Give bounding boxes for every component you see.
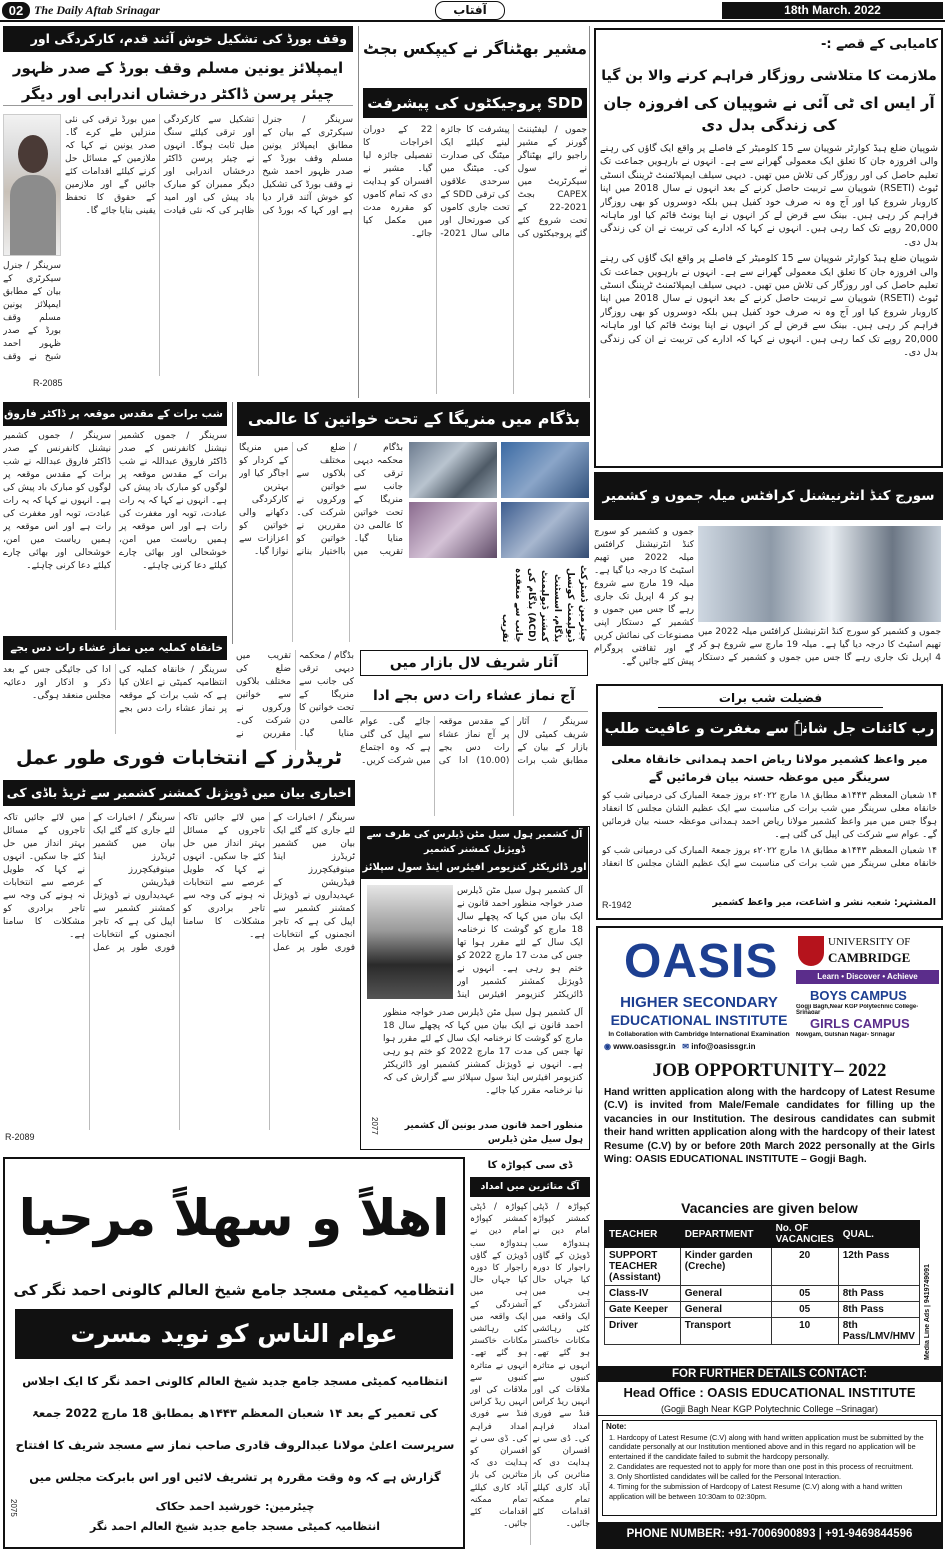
article-dc-text: کپواڑہ / ڈپٹی کمشنر کپواڑہ امام دین نے ہندواڑہ سب ڈویژن کے گاؤں راجوار کا دورہ کیا جہاں حال ہی میں آتشزدگی کے ایک واقعہ میں کئی رہائشی مکانات خاکستر ہو گئے تھے۔ انہوں نے متاثرہ کنبوں سے ملاقات کی اور انہیں ریڈ کراس فنڈ سے فوری امداد فراہم کی۔ ڈی سی نے افسران کو ہدایت دی کہ متاثرین کی باز آباد کاری کیلئے تمام ممکنہ اقدامات کئے جائیں۔ xyxy=(532,1202,590,1530)
col-teacher: TEACHER xyxy=(605,1221,681,1248)
table-cell: 05 xyxy=(771,1302,838,1318)
table-cell: 05 xyxy=(771,1286,838,1302)
portrait-body xyxy=(10,175,56,255)
ad-welcome-committee: انتظامیہ کمیٹی مسجد جامع شیخ العالم کالونی احمد نگر کی xyxy=(13,1281,455,1299)
ad-welcome-ref: 2075 xyxy=(9,1499,18,1517)
article-shab-barat-signature: المشتہر: شعبہ نشر و اشاعت، میر واعظ کشمیر xyxy=(712,897,936,908)
article-womens-day-body xyxy=(239,442,403,642)
ad-welcome-line-1: انتظامیہ کمیٹی مسجد جامع جدید شیخ العالم کالونی احمد نگر کا ایک اجلاس xyxy=(22,1374,448,1388)
article-womens-day xyxy=(232,402,590,644)
note-item: 4. Timing for the submission of Hardcopy of Latest Resume (C.V) along with a hand written application will be between 10:30am to 02:30pm. xyxy=(609,1482,903,1501)
article-waqf-ref: R-2085 xyxy=(33,378,63,388)
article-dc-headline-1: ڈی سی کپواڑہ کا xyxy=(487,1160,573,1171)
article-shab-barat-body xyxy=(602,790,937,890)
article-success-text-2: شوپیان ضلع ہیڈ کوارٹر شوپیان سے 15 کلومیٹر کے فاصلے پر واقع ایک گاؤں کی رہنے والی افروزہ جان کا تعلق ایک معمولی گھرانے سے ہے۔ انہوں نے بارہویں جماعت تک تعلیم حاصل کی اور روزگار کی تلاش میں تھیں۔ دیہی سیلف ایمپلائمنٹ ٹریننگ انسٹی ٹیوٹ (RSETI) شوپیان سے تربیت حاصل کرنے کے بعد انہوں نے سال 2018 میں اپنا کاروبار شروع کیا اور آج وہ نہ صرف خود کفیل ہیں بلکہ دوسروں کو بھی روزگار فراہم کر رہی ہیں۔ بینک سے قرض لے کر انہوں نے اپنا یونٹ قائم کیا اور ماہانہ 20,000 روپے تک کما رہی ہیں۔ انہوں نے کہا کہ ادارے کی تربیت نے ان کی زندگی بدل دی۔ xyxy=(600,253,938,359)
ad-oasis-job xyxy=(596,926,943,1549)
ad-welcome xyxy=(3,1157,465,1549)
table-cell: General xyxy=(680,1302,771,1318)
article-cultural-body xyxy=(594,526,694,674)
portrait-figure xyxy=(18,135,48,173)
article-shab-message-body xyxy=(3,430,227,630)
ad-welcome-signature-1: چیئرمین: خورشید احمد حکاک xyxy=(155,1500,315,1513)
cambridge-name-1: UNIVERSITY OF xyxy=(828,936,911,948)
article-success-kicker: کامیابی کے قصے :- xyxy=(821,37,938,52)
article-waqf xyxy=(3,26,353,398)
table-row xyxy=(605,1302,920,1318)
note-item: 2. Candidates are requested not to apply for more than one post in this process of recruitment. xyxy=(609,1461,914,1471)
table-cell: SUPPORT TEACHER (Assistant) xyxy=(605,1248,681,1286)
girls-campus-address: Nowgam, Gulshan Nagar- Srinagar xyxy=(796,1032,896,1038)
article-traders-text: سرینگر / اخبارات کے لئے جاری کئے گئے ایک بیان میں کشمیر ٹریڈرز اینڈ مینوفیکچررز فیڈریشن کے عہدیداروں نے ڈویژنل کمشنر کشمیر سے اپیل کی ہے کہ تاجر انجمنوں کے انتخابات فوری طور پر عمل میں لائے جائیں تاکہ تاجروں کے مسائل بہتر انداز میں حل کئے جا سکیں۔ انہوں نے کہا کہ طویل عرصے سے انتخابات نہ ہونے کی وجہ سے تاجر برادری کو مشکلات کا سامنا ہے۔ xyxy=(183,813,355,953)
boys-campus-label: BOYS CAMPUS xyxy=(810,988,907,1003)
article-success-body xyxy=(600,142,938,464)
article-shab-message-headline: شب برات کے مقدس موقعہ پر ڈاکٹر فاروق xyxy=(3,402,227,426)
cambridge-motto: Learn • Discover • Achieve xyxy=(796,970,939,984)
womens-day-photo-2 xyxy=(501,442,589,498)
article-khanqah xyxy=(3,636,227,736)
article-dc-headline-2: آگ متاثرین میں امداد xyxy=(470,1177,590,1197)
article-success-text: شوپیان ضلع ہیڈ کوارٹر شوپیان سے 15 کلومیٹر کے فاصلے پر واقع ایک گاؤں کی رہنے والی افروزہ جان کا تعلق ایک معمولی گھرانے سے ہے۔ انہوں نے بارہویں جماعت تک تعلیم حاصل کی اور روزگار کی تلاش میں تھیں۔ دیہی سیلف ایمپلائمنٹ ٹریننگ انسٹی ٹیوٹ (RSETI) شوپیان سے تربیت حاصل کرنے کے بعد انہوں نے سال 2018 میں اپنا کاروبار شروع کیا اور آج وہ نہ صرف خود کفیل ہیں بلکہ دوسروں کو بھی روزگار فراہم کر رہی ہیں۔ بینک سے قرض لے کر انہوں نے اپنا یونٹ قائم کیا اور ماہانہ 20,000 روپے تک کما رہی ہیں۔ انہوں نے کہا کہ ادارے کی تربیت نے ان کی زندگی بدل دی۔ xyxy=(600,143,938,248)
article-dc-text-2: کپواڑہ / ڈپٹی کمشنر کپواڑہ امام دین نے ہندواڑہ سب ڈویژن کے گاؤں راجوار کا دورہ کیا جہاں حال ہی میں آتشزدگی کے ایک واقعہ میں کئی رہائشی مکانات خاکستر ہو گئے تھے۔ انہوں نے متاثرہ کنبوں سے ملاقات کی اور انہیں ریڈ کراس فنڈ سے فوری امداد فراہم کی۔ ڈی سی نے افسران کو ہدایت دی کہ متاثرین کی باز آباد کاری کیلئے تمام ممکنہ اقدامات کئے جائیں۔ xyxy=(470,1202,528,1530)
article-asar-headline-2: آج نماز عشاء رات دس بجے ادا xyxy=(360,680,588,712)
table-cell: Driver xyxy=(605,1318,681,1345)
article-khanqah-headline: خانقاہ کملیہ میں نماز عشاء رات دس بجے xyxy=(3,636,227,660)
ad-welcome-line-2: کی تعمیر کے بعد ۱۴ شعبان المعظم ۱۴۴۳ھ بمطابق 18 مارچ 2022 جمعۃ xyxy=(32,1406,438,1420)
cambridge-crest-icon xyxy=(798,936,824,966)
oasis-website: www.oasissgr.in xyxy=(613,1042,676,1051)
cambridge-block xyxy=(796,934,939,1050)
article-waqf-subhead-1: ایمپلائز یونین مسلم وقف بورڈ کے صدر ظہور xyxy=(12,59,344,77)
article-shab-message xyxy=(3,402,227,632)
mutton-president-photo xyxy=(367,885,453,999)
note-item: 1. Hardcopy of Latest Resume (C.V) along with hand written application must be submitted by the candidate personally at our Institution mentioned above and in this regard no application will be entertained if the candidate failed to submit the hardcopy personally. xyxy=(609,1433,924,1461)
article-shab-barat-headline: رب کائنات جل شانہٗ سے مغفرت و عافیت طلب xyxy=(602,712,937,746)
article-capex-headline-2: SDD پروجیکٹوں کی پیشرفت xyxy=(363,88,587,118)
article-waqf-body-left xyxy=(3,260,61,376)
article-capex xyxy=(358,26,590,398)
table-cell: 8th Pass xyxy=(838,1286,919,1302)
article-success-headline-1: ملازمت کا متلاشی روزگار فراہم کرنے والا بن گیا xyxy=(601,68,937,84)
vacancies-title: Vacancies are given below xyxy=(681,1200,858,1216)
notes-label: Note: xyxy=(606,1422,627,1431)
article-capex-text: جموں / لیفٹیننٹ گورنر کے مشیر راجیو رائے بھٹناگر نے سول سیکرٹریٹ میں CAPEX بجٹ 2021-22 کے تحت شروع کئے گئے پروجیکٹوں کی پیشرفت کا جائزہ لینے کیلئے ایک میٹنگ کی صدارت کی۔ میٹنگ میں سرحدی علاقوں کی ترقی SDD کے تحت جاری کاموں کی صورتحال اور مالی سال 2021-22 کے دوران اخراجات کا تفصیلی جائزہ لیا گیا۔ مشیر نے افسران کو ہدایت دی کہ تمام کاموں کو مقررہ مدت میں مکمل کیا جائے۔ xyxy=(363,125,587,239)
head-office-address: (Gogji Bagh Near KGP Polytechnic College –Srinagar) xyxy=(598,1402,941,1416)
phone-number: PHONE NUMBER: +91-7006900893 | +91-9469844596 xyxy=(598,1522,941,1547)
waqf-chairperson-photo xyxy=(3,114,61,256)
table-cell: 8th Pass xyxy=(838,1302,919,1318)
notes-list xyxy=(609,1433,934,1515)
article-traders xyxy=(3,740,355,1150)
ad-welcome-signature-2: انتظامیہ کمیٹی مسجد جامع جدید شیخ العالم احمد نگر xyxy=(90,1520,380,1533)
issue-date: 18th March. 2022 xyxy=(722,2,943,19)
table-cell: Gate Keeper xyxy=(605,1302,681,1318)
article-capex-body xyxy=(363,124,587,394)
col-vacancies: No. OF VACANCIES xyxy=(771,1221,838,1248)
table-cell: Transport xyxy=(680,1318,771,1345)
article-womens-day-text: بڈگام / محکمہ دیہی ترقی کی جانب سے منریگا کے تحت خواتین کا عالمی دن منایا گیا۔ تقریب میں ضلع کی مختلف بلاکوں سے خواتین ورکروں نے شرکت کی۔ مقررین نے خواتین کو بااختیار بنانے میں منریگا کے کردار کو اجاگر کیا اور بہترین کارکردگی دکھانے والی خواتین کو اعزازات سے نوازا گیا۔ xyxy=(239,443,403,557)
col-qualification: QUAL. xyxy=(838,1221,919,1248)
article-capex-headline-1: مشیر بھٹناگر نے کیپکس بجٹ xyxy=(363,39,587,58)
article-womens-day-text-cont: بڈگام / محکمہ دیہی ترقی کی جانب سے منریگا کے تحت خواتین کا عالمی دن منایا گیا۔ تقریب میں ضلع کی مختلف بلاکوں سے خواتین ورکروں نے شرکت کی۔ مقررین نے xyxy=(236,651,354,739)
article-shab-barat-text-2: ۱۴ شعبان المعظم ۱۴۴۳ھ مطابق ۱۸ مارچ ۲۰۲۲ء بروز جمعۃ المبارک کی درمیانی شب کو خانقاہ معلی سرینگر میں شب برات کی مناسبت سے ایک عظیم الشان مجلس کا انعقاد xyxy=(602,846,937,869)
article-traders-text-2: سرینگر / اخبارات کے لئے جاری کئے گئے ایک بیان میں کشمیر ٹریڈرز اینڈ مینوفیکچررز فیڈریشن کے عہدیداروں نے ڈویژنل کمشنر کشمیر سے اپیل کی ہے کہ تاجر انجمنوں کے انتخابات فوری طور پر عمل میں لائے جائیں تاکہ تاجروں کے مسائل بہتر انداز میں حل کئے جا سکیں۔ انہوں نے کہا کہ طویل عرصے سے انتخابات نہ ہونے کی وجہ سے تاجر برادری کو مشکلات کا سامنا ہے۔ xyxy=(3,813,175,953)
article-shab-barat-sub: میر واعظ کشمیر مولانا ریاض احمد ہمدانی خانقاہ معلی سرینگر میں موعظہ حسنہ بیان فرمائیں گے xyxy=(611,752,928,784)
womens-day-photo-4 xyxy=(501,502,589,558)
mail-icon: ✉ xyxy=(682,1042,689,1051)
table-row xyxy=(605,1318,920,1345)
article-asar-body xyxy=(360,716,588,816)
table-row xyxy=(605,1286,920,1302)
article-cultural-text: جموں و کشمیر کو سورج کنڈ انٹرنیشنل کرافٹس میلہ 2022 میں تھیم اسٹیٹ کا درجہ دیا گیا ہے۔ میلہ 19 مارچ سے شروع ہو کر 4 اپریل تک جاری رہے گا جس میں جموں و کشمیر کے دستکار اپنی مصنوعات کی نمائش کریں گے اور ثقافتی پروگرام پیش کئے جائیں گے۔ xyxy=(594,527,694,667)
table-cell: General xyxy=(680,1286,771,1302)
article-womens-day-headline: بڈگام میں منریگا کے تحت خواتین کا عالمی xyxy=(237,402,590,436)
article-traders-ref: R-2089 xyxy=(5,1132,35,1142)
cultural-event-photo xyxy=(698,526,941,622)
globe-icon: ◉ xyxy=(604,1042,611,1051)
article-shab-barat-text: ۱۴ شعبان المعظم ۱۴۴۳ھ مطابق ۱۸ مارچ ۲۰۲۲ء بروز جمعۃ المبارک کی درمیانی شب کو خانقاہ معلی سرینگر میں شب برات کی مناسبت سے ایک عظیم الشان مجلس کا انعقاد ہوگا جس میں میر واعظ کشمیر مولانا ریاض احمد ہمدانی موعظہ حسنہ بیان فرمائیں گے۔ عوام سے شرکت کی اپیل کی گئی ہے۔ xyxy=(602,791,937,840)
paper-name: The Daily Aftab Srinagar xyxy=(34,3,160,17)
article-traders-headline: ٹریڈرز کے انتخابات فوری طور عمل xyxy=(16,747,342,769)
ad-welcome-line-4: گزارش ہے کہ وہ وقت مقررہ پر تشریف لائیں اور اس بابرکت مجلس میں xyxy=(29,1470,441,1484)
oasis-institute-line-2: EDUCATIONAL INSTITUTE xyxy=(610,1012,788,1028)
article-mutton-ref: 2077 xyxy=(370,1117,379,1135)
vacancies-header-row xyxy=(605,1221,920,1248)
womens-day-caption: چیئرمین ڈسٹرکٹ ڈیولپمنٹ کونسل بڈگام، اسسٹنٹ کمشنر ڈیولپمنٹ (ACD) بڈگام کی جانب سے منعقدہ تقریب xyxy=(500,565,588,642)
article-shab-message-text-2: سرینگر / جموں کشمیر نیشنل کانفرنس کے صدر ڈاکٹر فاروق عبداللہ نے شب برات کے مقدس موقعہ پر لوگوں کو مبارک باد پیش کی ہے۔ انہوں نے کہا کہ یہ رات عبادت، توبہ اور مغفرت کی رات ہے اور اس موقعہ پر ہمیں ریاست میں امن، خوشحالی اور بھائی چارے کیلئے دعا کرنی چاہئے۔ xyxy=(3,431,111,571)
oasis-logo xyxy=(604,934,794,1054)
table-cell: 20 xyxy=(771,1248,838,1286)
article-success-headline-2: آر ایس ای ٹی آئی نے شوپیان کی افروزہ جان کی زندگی بدل دی xyxy=(603,94,935,134)
article-waqf-body xyxy=(65,114,353,376)
table-cell: Kinder garden (Creche) xyxy=(680,1248,771,1286)
boys-campus-address: Gogji Bagh,Near KGP Polytechnic College-Srinagar xyxy=(796,1004,919,1014)
womens-day-photo-1 xyxy=(409,442,497,498)
article-mutton-signature: منظور احمد قانون صدر یونین آل کشمیر ہول سیل مٹن ڈیلرس xyxy=(404,1121,583,1145)
ad-welcome-title: اھلاً و سھلاً مرحبا xyxy=(18,1189,450,1247)
article-mutton-headline-1: آل کشمیر ہول سیل مٹن ڈیلرس کی طرف سے ڈویژنل کمشنر کشمیر xyxy=(361,827,588,857)
article-asar-text: سرینگر / آثار شریف کمیٹی لال بازار کے بیان کے مطابق شب برات کے مقدس موقعہ پر آج نماز عشاء رات دس بجے (10.00) ادا کی جائے گی۔ عوام سے اپیل کی گئی ہے کہ وہ اجتماع میں شرکت کریں۔ xyxy=(360,717,588,766)
table-cell: 12th Pass xyxy=(838,1248,919,1286)
article-mutton-headline-2: اور ڈائریکٹر کنزیومر افیئرس اینڈ سول سپلائز xyxy=(361,857,588,879)
article-waqf-text-left: سرینگر / جنرل سیکرٹری کے بیان کے مطابق ایمپلائز یونین مسلم وقف بورڈ کے صدر ظہور احمد شیخ نے وقف xyxy=(3,261,61,362)
page-number: 02 xyxy=(2,2,30,19)
table-row xyxy=(605,1248,920,1286)
cambridge-name-2: CAMBRIDGE xyxy=(828,950,911,965)
col-department: DEPARTMENT xyxy=(680,1221,771,1248)
article-shab-barat-ref: R-1942 xyxy=(602,900,632,910)
article-womens-day-continued xyxy=(236,650,354,750)
article-cultural-headline: سورج کنڈ انٹرنیشنل کرافٹس میلہ جموں و کشمیر xyxy=(594,472,943,520)
article-mutton-body xyxy=(457,885,583,1005)
article-dc-kupwara xyxy=(470,1157,590,1549)
article-traders-body xyxy=(3,812,355,1130)
article-waqf-headline: وقف بورڈ کی تشکیل خوش آئند قدم، کارکردگی اور xyxy=(3,26,353,52)
article-cultural xyxy=(594,472,943,678)
article-mutton-text: آل کشمیر ہول سیل مٹن ڈیلرس صدر خواجہ منظور احمد قانون نے ایک بیان میں کہا کہ پچھلے سال 18 مارچ کو گوشت کا نرخنامہ ایک سال کے لئے مقرر ہوا تھا جس کی مدت 17 مارچ 2022 کو ختم ہو رہی ہے۔ انہوں نے ڈویژنل کمشنر کشمیر اور ڈائریکٹر کنزیومر افیئرس اینڈ xyxy=(457,886,583,1000)
ad-welcome-line-3: سرپرست اعلیٰ مولانا عبدالروف قادری صاحب نماز سے مسجد شریف کا افتتاح xyxy=(15,1438,455,1452)
article-asar-headline-1: آثار شریف لال بازار میں xyxy=(360,650,588,676)
vacancies-table xyxy=(604,1220,920,1345)
oasis-side-text: Media Line Ads | 9419749091 xyxy=(924,1264,931,1360)
womens-day-photo-3 xyxy=(409,502,497,558)
job-intro: Hand written application along with the hardcopy of Latest Resume (C.V) is invited from Male/Female candidates for filling up the vacancies in our Institution. The desirous candidates can submit their hand written application along with the hardcopy of their latest Resume (C.V) by or before 20th March 2022 personally at the Girls Wing: OASIS EDUCATIONAL INSTITUTE – Gogji Bagh. xyxy=(604,1087,935,1166)
oasis-email: info@oasissgr.in xyxy=(691,1042,756,1051)
article-shab-barat-kicker: فضیلت شب برات xyxy=(658,688,883,708)
oasis-contact-line xyxy=(604,1042,794,1054)
table-cell: 10 xyxy=(771,1318,838,1345)
oasis-collab: In Collaboration with Cambridge International Examination xyxy=(608,1031,790,1038)
article-dc-body xyxy=(470,1201,590,1545)
article-traders-subhead: اخباری بیان میں ڈویژنل کمشنر کشمیر سے ٹریڈ باڈی کی xyxy=(3,780,355,806)
article-waqf-text: سرینگر / جنرل سیکرٹری کے بیان کے مطابق ایمپلائز یونین مسلم وقف بورڈ کے صدر ظہور احمد شیخ نے وقف بورڈ کی تشکیل کو خوش آئند قرار دیا ہے اور کہا کہ بورڈ کی تشکیل سے کارکردگی اور ترقی کیلئے سنگ میل ثابت ہوگا۔ انہوں نے چیئر پرسن ڈاکٹر درخشاں اندرابی اور دیگر ممبران کو مبارک باد پیش کی اور امید ظاہر کی کہ نئی قیادت میں بورڈ ترقی کی نئی منزلیں طے کرے گا۔ صدر یونین نے کہا کہ ملازمین کے مسائل حل کرنے کیلئے اقدامات کئے جائیں گے اور ملازمین کے حقوق کا تحفظ یقینی بنایا جائے گا۔ xyxy=(65,115,353,216)
masthead-logo-text: آفتاب xyxy=(453,3,487,17)
article-khanqah-body xyxy=(3,664,227,734)
oasis-logo-text: OASIS xyxy=(624,935,779,988)
article-khanqah-text: سرینگر / خانقاہ کملیہ کی انتظامیہ کمیٹی نے اعلان کیا ہے کہ شب برات کے موقعہ پر نماز عشاء رات دس بجے ادا کی جائیگی جس کے بعد ذکر و اذکار اور دعائیہ مجلس منعقد ہوگی۔ xyxy=(3,665,227,714)
oasis-institute-line-1: HIGHER SECONDARY xyxy=(620,994,778,1011)
vacancies-table-wrap xyxy=(604,1220,920,1360)
article-mutton-text-2: آل کشمیر ہول سیل مٹن ڈیلرس صدر خواجہ منظور احمد قانون نے ایک بیان میں کہا کہ پچھلے سال 18 مارچ کو گوشت کا نرخنامہ ایک سال کے لئے مقرر ہوا تھا جس کی مدت 17 مارچ 2022 کو ختم ہو رہی ہے۔ انہوں نے ڈویژنل کمشنر کشمیر اور ڈائریکٹر کنزیومر افیئرس اینڈ سول سپلائز سے گزارش کی کہ نیا نرخنامہ مقرر کیا جائے۔ xyxy=(383,1008,583,1096)
article-cultural-body-2 xyxy=(698,626,941,674)
masthead-logo xyxy=(435,1,505,20)
head-office: Head Office : OASIS EDUCATIONAL INSTITUTE xyxy=(623,1385,916,1400)
article-mutton-body-2 xyxy=(383,1007,583,1115)
article-success-story xyxy=(594,28,943,468)
table-cell: Class-IV xyxy=(605,1286,681,1302)
table-cell: 8th Pass/LMV/HMV xyxy=(838,1318,919,1345)
article-cultural-text-2: جموں و کشمیر کو سورج کنڈ انٹرنیشنل کرافٹس میلہ 2022 میں تھیم اسٹیٹ کا درجہ دیا گیا ہے۔ میلہ 19 مارچ سے شروع ہو کر 4 اپریل تک جاری رہے گا جس میں جموں و کشمیر کے دستکار xyxy=(698,627,941,663)
ad-welcome-banner: عوام الناس کو نوید مسرت xyxy=(15,1309,453,1359)
article-waqf-subhead-2: چیئر پرسن ڈاکٹر درخشاں اندرابی اور دیگر xyxy=(3,82,353,106)
article-mutton xyxy=(360,826,590,1150)
article-shab-message-text: سرینگر / جموں کشمیر نیشنل کانفرنس کے صدر ڈاکٹر فاروق عبداللہ نے شب برات کے مقدس موقعہ پر لوگوں کو مبارک باد پیش کی ہے۔ انہوں نے کہا کہ یہ رات عبادت، توبہ اور مغفرت کی رات ہے اور اس موقعہ پر ہمیں ریاست میں امن، خوشحالی اور بھائی چارے کیلئے دعا کرنی چاہئے۔ xyxy=(119,431,227,571)
girls-campus-label: GIRLS CAMPUS xyxy=(810,1016,910,1031)
note-item: 3. Only Shortlisted candidates will be called for the Personal Interaction. xyxy=(609,1472,842,1482)
notes-box xyxy=(602,1420,937,1516)
article-shab-barat xyxy=(596,684,943,920)
contact-title: FOR FURTHER DETAILS CONTACT: xyxy=(598,1366,941,1382)
page-header xyxy=(0,0,945,22)
job-opportunity-title: JOB OPPORTUNITY– 2022 xyxy=(652,1060,887,1081)
